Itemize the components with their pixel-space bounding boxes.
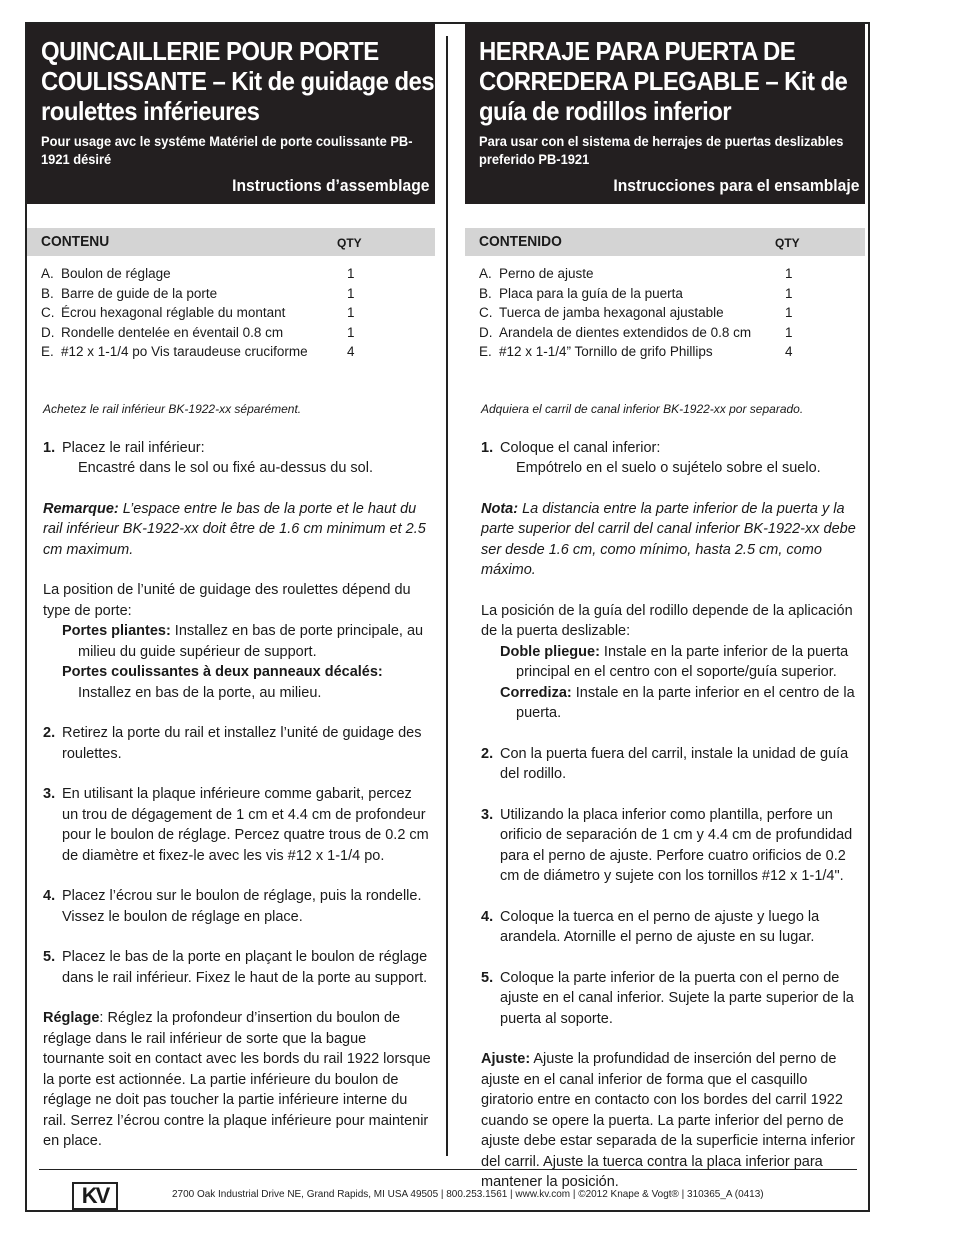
column-divider <box>446 36 448 1156</box>
spanish-subtitle: Para usar con el sistema de herrajes de puertas deslizables preferido PB-1921 <box>479 133 844 167</box>
french-contents-bar <box>27 228 435 256</box>
step-5: 5. Coloque la parte inferior de la puerta con el perno de ajuste en el canal inferior. Sujete la parte superior de la puerta al soporte. <box>481 969 854 1027</box>
list-item: A. Boulon de réglage 1 <box>41 266 355 281</box>
door-types <box>43 621 431 703</box>
spanish-header <box>465 24 865 204</box>
spanish-contents-bar <box>465 228 865 256</box>
french-column <box>27 24 435 1152</box>
document-frame <box>25 22 870 1212</box>
step-3: 3. En utilisant la plaque inférieure comme gabarit, percez un trou de dégagement de 1 cm et 4.4 cm de profondeur pour le boulon de réglage. Percez quatre trous de 0.2 cm de diamètre et fixez-le avec les vis #12 x 1-1/4 po. <box>43 786 429 864</box>
list-item: E. #12 x 1-1/4” Tornillo de grifo Phillips 4 <box>479 344 793 359</box>
qty-label: QTY <box>775 236 800 250</box>
qty-label: QTY <box>337 236 362 250</box>
list-item: C. Écrou hexagonal réglable du montant 1 <box>41 305 355 320</box>
step-2: 2. Con la puerta fuera del carril, instale la unidad de guía del rodillo. <box>481 745 849 782</box>
spanish-parts-list <box>465 264 865 362</box>
step-5: 5. Placez le bas de la porte en plaçant le boulon de réglage dans le rail inférieur. Fixez le haut de la porte au support. <box>43 949 428 986</box>
contents-label: CONTENIDO <box>479 233 562 250</box>
footer-address: 2700 Oak Industrial Drive NE, Grand Rapids, MI USA 49505 | 800.253.1561 | www.kv.com | ©2012 Knape & Vogt® | 310365_A (0413) <box>172 1188 764 1200</box>
purchase-note: Achetez le rail inférieur BK-1922-xx séparément. <box>43 401 302 416</box>
position-intro: La position de l’unité de guidage des roulettes dépend du type de porte: <box>43 582 411 619</box>
position-intro: La posición de la guía del rodillo depende de la aplicación de la puerta deslizable: <box>481 602 853 639</box>
french-header <box>27 24 435 204</box>
kv-logo: KV <box>72 1182 118 1210</box>
french-parts-list <box>27 264 435 362</box>
door-type: Portes coulissantes à deux panneaux décalés: Installez en bas de la porte, au milieu. <box>62 664 383 701</box>
adjustment: Réglage: Réglez la profondeur d’insertion du boulon de réglage dans le rail inférieur de sorte que la bague tournante soit en contact avec les bords du rail 1922 lorsque la porte est actionnée. La partie inférieure du boulon de réglage ne doit pas toucher la partie inférieure interne du rail. Serrez l’écrou contre la plaque inférieure pour maintenir en place. <box>43 1010 431 1149</box>
list-item: D. Rondelle dentelée en éventail 0.8 cm 1 <box>41 324 355 340</box>
spanish-title: HERRAJE PARA PUERTA DE CORREDERA PLEGABLE – Kit de guía de rodillos inferior <box>479 36 848 126</box>
spanish-instructions-body <box>465 438 865 1193</box>
list-item: D. Arandela de dientes extendidos de 0.8 cm 1 <box>479 324 793 340</box>
step-2: 2. Retirez la porte du rail et installez l’unité de guidage des roulettes. <box>43 725 422 762</box>
footer-divider <box>39 1169 857 1170</box>
remark: Remarque: L’espace entre le bas de la porte et le haut du rail inférieur BK-1922-xx doit être de 1.6 cm minimum et 2.5 cm maximum. <box>43 500 426 558</box>
door-type: Corrediza: Instale en la parte inferior en el centro de la puerta. <box>500 684 855 721</box>
remark: Nota: La distancia entre la parte inferior de la puerta y la parte superior del carril del canal inferior BK-1922-xx debe ser desde 1.6 cm, como mínimo, hasta 2.5 cm, como máximo. <box>481 500 856 578</box>
door-type: Portes pliantes: Installez en bas de porte principale, au milieu du guide supérieur de support. <box>62 623 424 660</box>
spanish-instructions-label: Instrucciones para el ensamblaje <box>612 176 859 195</box>
list-item: B. Placa para la guía de la puerta 1 <box>479 285 793 301</box>
french-subtitle: Pour usage avc le systéme Matériel de porte coulissante PB-1921 désiré <box>41 133 413 167</box>
door-type: Doble pliegue: Instale en la parte inferior de la puerta principal en el centro con el soporte/guía superior. <box>500 643 849 680</box>
door-types <box>481 642 861 724</box>
purchase-note: Adquiera el carril de canal inferior BK-1922-xx por separado. <box>481 401 804 416</box>
step-4: 4. Placez l’écrou sur le boulon de réglage, puis la rondelle. Vissez le boulon de réglage en place. <box>43 888 422 925</box>
contents-label: CONTENU <box>41 233 110 250</box>
list-item: A. Perno de ajuste 1 <box>479 266 793 281</box>
spanish-column <box>465 24 865 1193</box>
step-4: 4. Coloque la tuerca en el perno de ajuste y luego la arandela. Atornille el perno de ajuste en su lugar. <box>481 908 820 945</box>
list-item: B. Barre de guide de la porte 1 <box>41 285 355 301</box>
french-instructions-body <box>27 438 435 1152</box>
adjustment: Ajuste: Ajuste la profundidad de inserción del perno de ajuste en el canal inferior de forma que el casquillo giratorio entre en contacto con los bordes del carril 1922 cuando se opere la puerta. La parte inferior del perno de ajuste debe estar separada de la superficie interna inferior del carril. Ajuste la tuerca contra la placa inferior para mantener la posición. <box>481 1051 856 1190</box>
step-3: 3. Utilizando la placa inferior como plantilla, perfore un orificio de separación de 1 cm y 4.4 cm de profundidad para el perno de ajuste. Perfore cuatro orificios de 0.2 cm de diámetro y sujete con los tornillos #12 x 1-1/4". <box>481 806 853 884</box>
french-instructions-label: Instructions d’assemblage <box>231 176 429 195</box>
step-1: 1. Coloque el canal inferior: Empótrelo en el suelo o sujételo sobre el suelo. <box>481 439 821 476</box>
list-item: E. #12 x 1-1/4 po Vis taraudeuse cruciforme 4 <box>41 344 355 359</box>
french-title: QUINCAILLERIE POUR PORTE COULISSANTE – Kit de guidage des roulettes inférieures <box>41 36 435 126</box>
list-item: C. Tuerca de jamba hexagonal ajustable 1 <box>479 305 793 320</box>
step-1: 1. Placez le rail inférieur: Encastré dans le sol ou fixé au-dessus du sol. <box>43 439 373 476</box>
